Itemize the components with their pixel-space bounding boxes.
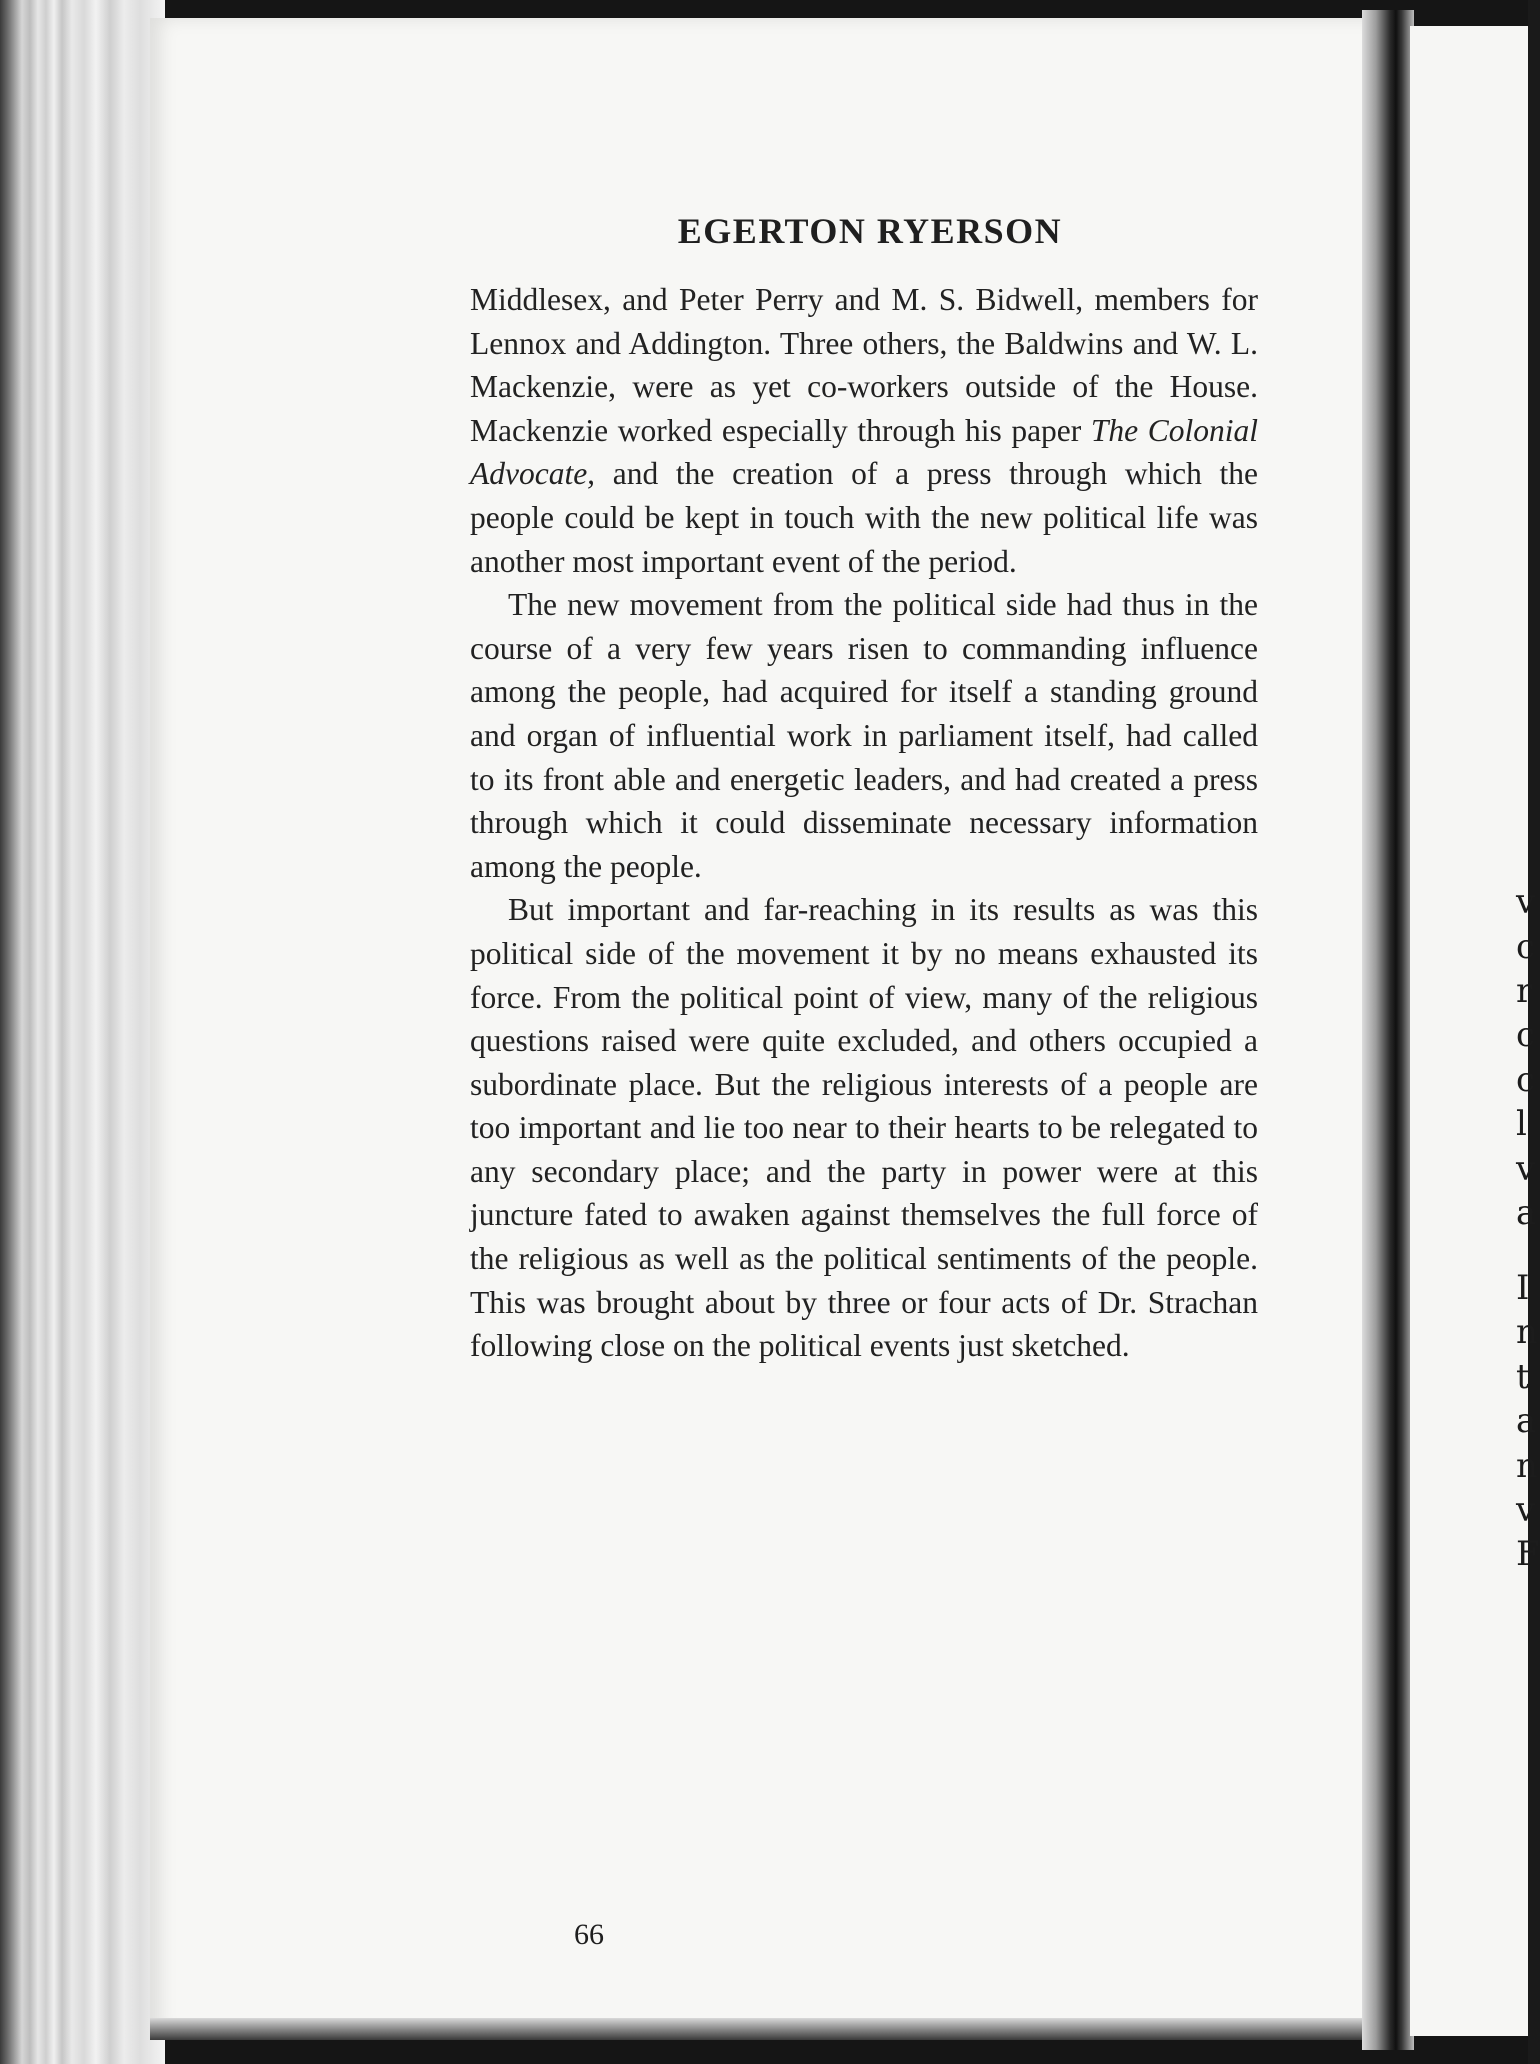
facing-page-letter: v [1516,1149,1536,1189]
newspaper-title: The Colonial Advocate, [470,412,1259,492]
facing-page-letter: l [1516,1104,1527,1144]
running-head: EGERTON RYERSON [677,211,1063,251]
facing-page [1410,26,1540,2036]
paragraph-1 [470,278,1258,583]
facing-page-letter: v [1516,882,1536,922]
facing-page-letter: n [1516,1312,1538,1352]
facing-page-letter: n [1516,1446,1538,1486]
page-number: 66 [574,1918,604,1951]
facing-page-letter: a [1516,1401,1537,1441]
facing-page-letter: c [1516,927,1536,967]
paragraph-1-text: Middlesex, and Peter Perry and M. S. Bidwell, members for Lennox and Addington. Three others, the Baldwins and W. L. Mackenzie, were as yet co-workers outside of the House. Mackenzie worked especially through his paper [470,282,1258,448]
facing-page-letter: I [1516,1268,1530,1308]
page-bottom-edge [150,2018,1370,2040]
facing-page-letter: t [1516,1357,1530,1397]
facing-page-letter: F [1516,1534,1540,1574]
facing-page-letter: c [1516,1015,1536,1055]
facing-page-letter: v [1516,1490,1536,1530]
body-text [470,278,1258,1368]
book-gutter [1362,10,1414,2050]
paragraph-2: The new movement from the political side had thus in the course of a very few years risen to commanding influence among the people, had acquired for itself a standing ground and organ of influential work in parliament itself, had called to its front able and energetic leaders, and had created a press through which it could disseminate necessary information among the people. [470,587,1258,884]
paragraph-1-continuation: and the creation of a press through which the people could be kept in touch with the new political life was another most important event of the period. [470,456,1258,579]
paragraph-3: But important and far-reaching in its results as was this political side of the movement it by no means exhausted its force. From the political point of view, many of the religious questions raised were quite excluded, and others occupied a subordinate place. But the religious interests of a people are too important and lie too near to their hearts to be relegated to any secondary place; and the party in power were at this juncture fated to awaken against themselves the full force of the religious as well as the political sentiments of the people. This was brought about by three or four acts of Dr. Strachan following close on the political events just sketched. [470,892,1258,1364]
book-page-edges [0,0,165,2064]
facing-page-letter: c [1516,1060,1536,1100]
facing-page-letter: a [1516,1193,1537,1233]
facing-page-letter: r [1516,971,1533,1011]
